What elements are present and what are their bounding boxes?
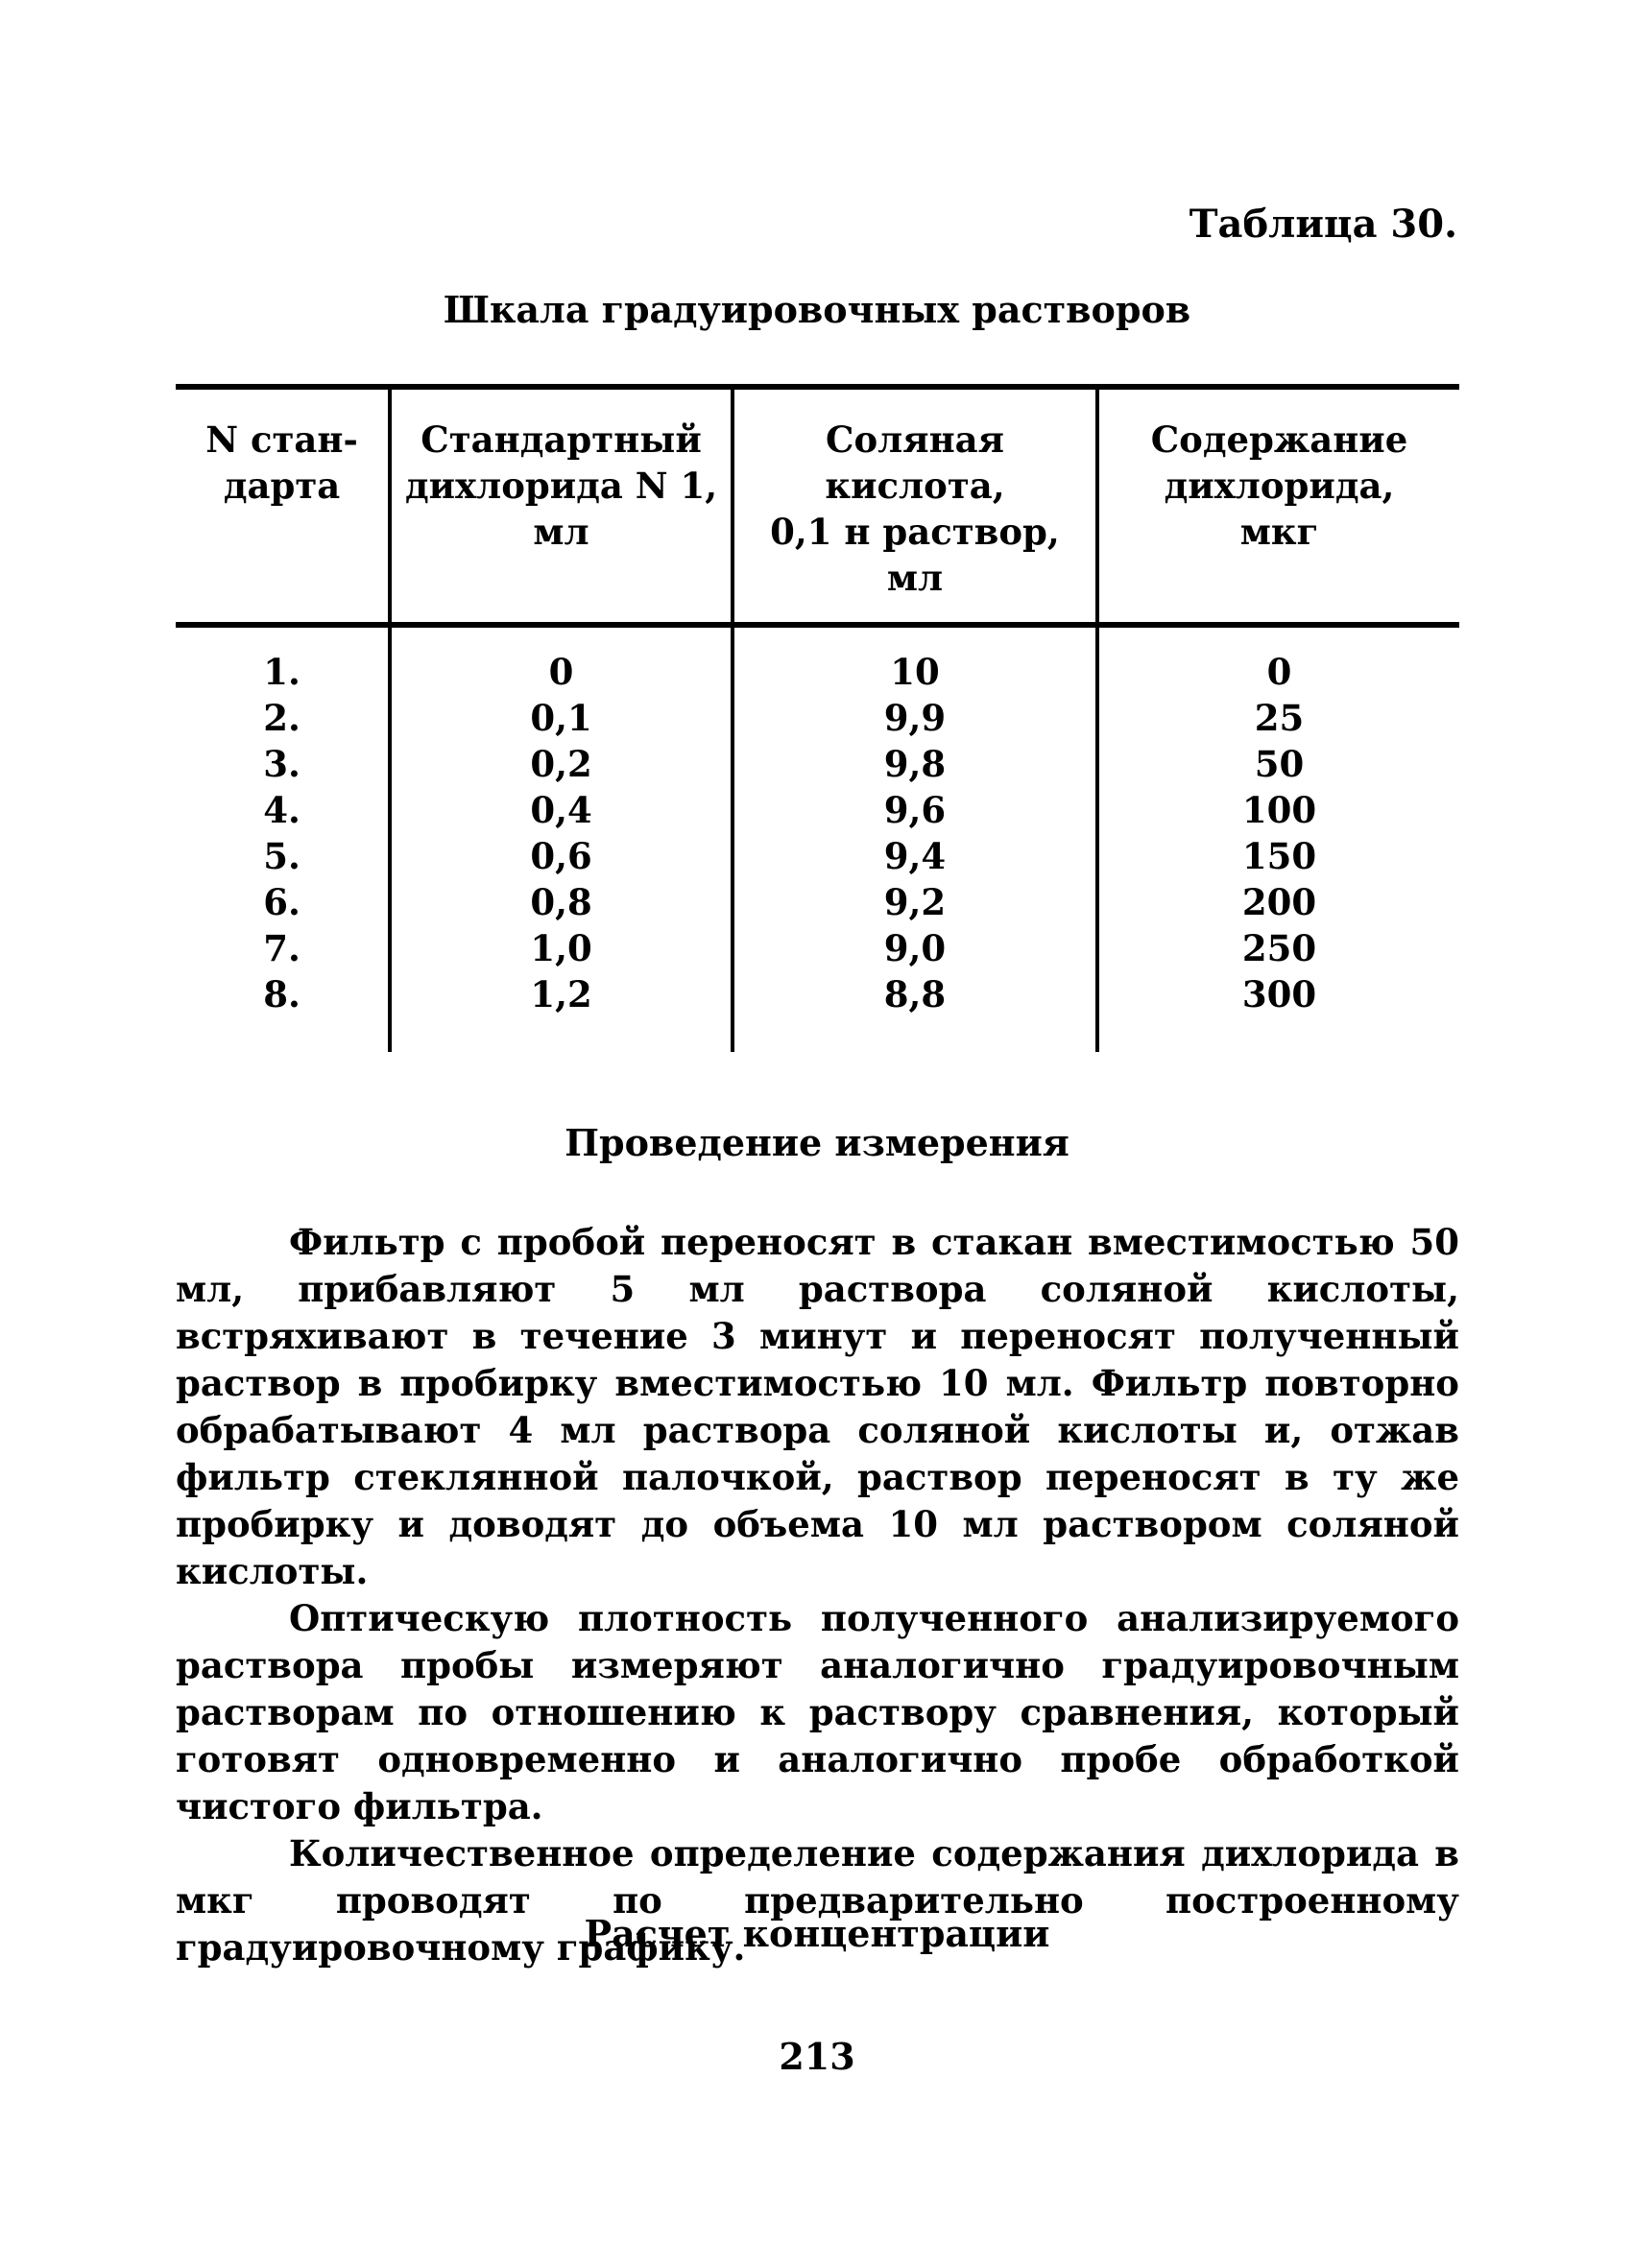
cell-acid-ml: 9,2 — [733, 879, 1097, 925]
calibration-table — [176, 384, 1459, 1052]
table-caption: Шкала градуировочных растворов — [443, 288, 1191, 331]
cell-standard-ml: 0,1 — [390, 695, 733, 741]
cell-content-mkg: 25 — [1097, 695, 1459, 741]
page-number: 213 — [779, 2035, 855, 2078]
cell-standard-number: 1. — [263, 651, 300, 693]
cell-standard-number: 8. — [263, 973, 300, 1015]
cell-acid-ml: 9,8 — [733, 741, 1097, 787]
table-body — [176, 625, 1459, 1052]
header-dichloride-content: Содержание дихлорида, мкг — [1097, 387, 1459, 625]
section-title-measurement: Проведение измерения — [565, 1121, 1069, 1164]
table-row — [176, 879, 1459, 925]
header-hydrochloric-acid: Соляная кислота, 0,1 н раствор, мл — [733, 387, 1097, 625]
table-row — [176, 833, 1459, 879]
cell-standard-ml: 1,2 — [390, 971, 733, 1052]
calibration-table-container — [176, 384, 1459, 1052]
cell-content-mkg: 200 — [1097, 879, 1459, 925]
cell-standard-ml: 0,2 — [390, 741, 733, 787]
table-row — [176, 925, 1459, 971]
cell-content-mkg: 100 — [1097, 787, 1459, 833]
cell-standard-number: 5. — [263, 835, 300, 877]
cell-standard-number: 2. — [263, 697, 300, 739]
cell-standard-ml: 0,8 — [390, 879, 733, 925]
cell-acid-ml: 8,8 — [733, 971, 1097, 1052]
header-standard-number: N стан- дарта — [176, 387, 390, 625]
table-row — [176, 971, 1459, 1052]
cell-content-mkg: 150 — [1097, 833, 1459, 879]
cell-acid-ml: 9,6 — [733, 787, 1097, 833]
cell-standard-number: 3. — [263, 743, 300, 785]
cell-standard-number: 6. — [263, 881, 300, 923]
table-number: Таблица 30. — [1189, 202, 1457, 247]
cell-content-mkg: 300 — [1097, 971, 1459, 1052]
cell-standard-ml: 0,6 — [390, 833, 733, 879]
cell-standard-ml: 1,0 — [390, 925, 733, 971]
cell-standard-number: 4. — [263, 789, 300, 831]
cell-acid-ml: 9,9 — [733, 695, 1097, 741]
cell-acid-ml: 9,4 — [733, 833, 1097, 879]
cell-content-mkg: 0 — [1097, 625, 1459, 695]
section-title-calculation: Расчет концентрации — [584, 1912, 1050, 1955]
paragraph: Количественное определение содержания дихлорида в мкг проводят по предварительно построенному градуировочному графику. — [176, 1832, 1459, 1969]
table-header-row — [176, 387, 1459, 625]
cell-standard-ml: 0 — [390, 625, 733, 695]
table-row — [176, 695, 1459, 741]
cell-standard-number: 7. — [263, 927, 300, 969]
table-row — [176, 741, 1459, 787]
paragraph: Фильтр с пробой переносят в стакан вместимостью 50 мл, прибавляют 5 мл раствора соляной кислоты, встряхивают в течение 3 минут и переносят полученный раствор в пробирку вместимостью 10 мл. Фильтр повторно обрабатывают 4 мл раствора соляной кислоты и, отжав фильтр стеклянной палочкой, раствор переносят в ту же пробирку и доводят до объема 10 мл раствором соляной кислоты. — [176, 1221, 1459, 1592]
cell-acid-ml: 9,0 — [733, 925, 1097, 971]
header-standard-dichloride: Стандартный дихлорида N 1, мл — [390, 387, 733, 625]
cell-standard-ml: 0,4 — [390, 787, 733, 833]
table-row — [176, 787, 1459, 833]
cell-content-mkg: 50 — [1097, 741, 1459, 787]
measurement-text — [176, 1219, 1459, 1971]
cell-acid-ml: 10 — [733, 625, 1097, 695]
cell-content-mkg: 250 — [1097, 925, 1459, 971]
table-row — [176, 625, 1459, 695]
paragraph: Оптическую плотность полученного анализируемого раствора пробы измеряют аналогично градуировочным растворам по отношению к раствору сравнения, который готовят одновременно и аналогично пробе обработкой чистого фильтра. — [176, 1597, 1459, 1827]
